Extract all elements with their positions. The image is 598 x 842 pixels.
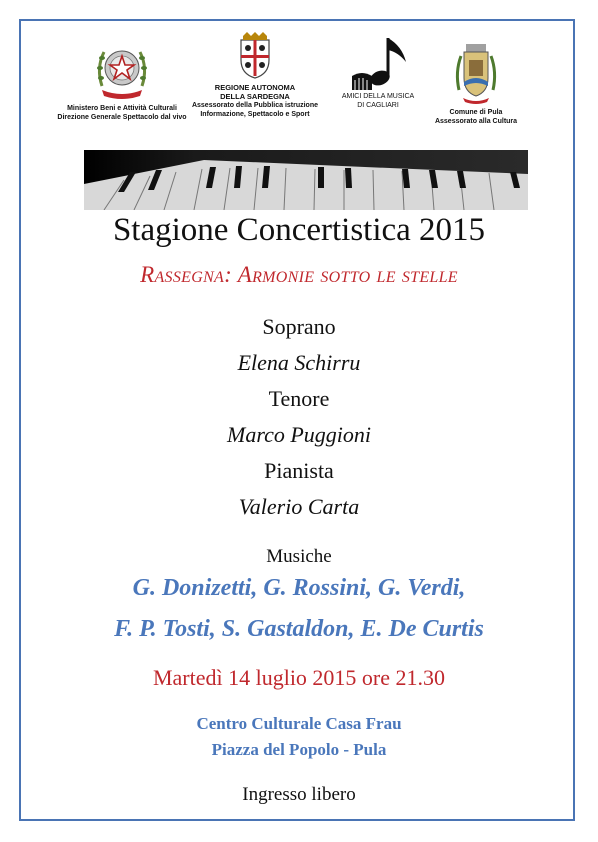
regione-logo xyxy=(180,32,330,119)
amici-musica-logo xyxy=(338,36,418,110)
music-note-icon xyxy=(346,36,410,92)
page-title: Stagione Concertistica 2015 xyxy=(112,212,486,248)
performer-name-pianist: Valerio Carta xyxy=(238,494,360,519)
amici-caption-line-1: AMICI DELLA MUSICA xyxy=(341,93,415,100)
italian-emblem-icon xyxy=(92,38,152,104)
regione-caption-line-1: Assessorato della Pubblica istruzione xyxy=(191,102,319,109)
composers-line-2: F. P. Tosti, S. Gastaldon, E. De Curtis xyxy=(114,616,484,642)
event-subtitle: Rassegna: Armonie sotto le stelle xyxy=(140,262,458,287)
pula-caption-line-2: Assessorato alla Cultura xyxy=(434,118,518,125)
role-pianist: Pianista xyxy=(264,458,334,483)
ministero-caption-line-2: Direzione Generale Spettacolo dal vivo xyxy=(57,114,187,121)
pula-logo xyxy=(424,42,528,126)
pula-crest-icon xyxy=(453,42,499,108)
regione-caption-line-2: Informazione, Spettacolo e Sport xyxy=(200,111,310,118)
ministero-caption-line-1: Ministero Beni e Attività Culturali xyxy=(67,105,177,112)
entry-note: Ingresso libero xyxy=(242,784,356,805)
composers-line-1: G. Donizetti, G. Rossini, G. Verdi, xyxy=(132,575,466,601)
role-tenor: Tenore xyxy=(268,386,330,411)
page-border xyxy=(19,19,575,821)
piano-keyboard-image xyxy=(84,150,528,210)
venue-address: Piazza del Popolo - Pula xyxy=(211,740,387,759)
ministero-logo xyxy=(52,38,192,122)
regione-name-line-2: DELLA SARDEGNA xyxy=(220,92,290,101)
pula-caption-line-1: Comune di Pula xyxy=(449,109,503,116)
venue-name: Centro Culturale Casa Frau xyxy=(196,714,402,733)
event-date: Martedì 14 luglio 2015 ore 21.30 xyxy=(152,665,446,690)
regione-name-line-1: REGIONE AUTONOMA xyxy=(214,83,296,92)
music-heading: Musiche xyxy=(266,546,332,567)
performer-name-soprano: Elena Schirru xyxy=(237,350,361,375)
performer-name-tenor: Marco Puggioni xyxy=(227,422,371,447)
sardinia-crest-icon xyxy=(235,32,275,80)
role-soprano: Soprano xyxy=(262,314,336,339)
amici-caption-line-2: DI CAGLIARI xyxy=(357,102,399,109)
